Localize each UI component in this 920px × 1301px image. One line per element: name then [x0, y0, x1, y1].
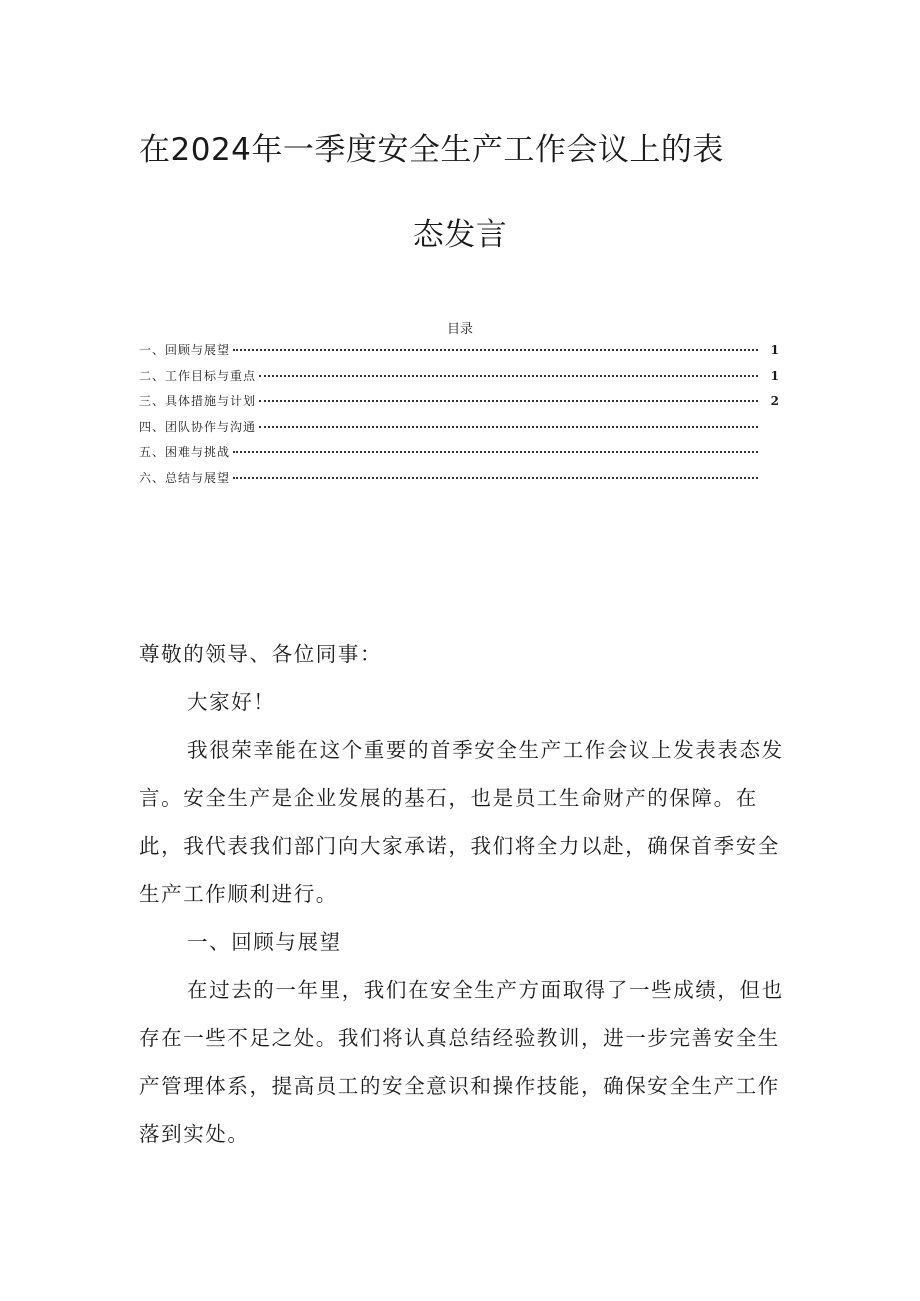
toc-entry[interactable]	[139, 418, 779, 444]
section-heading: 一、回顾与展望	[187, 930, 342, 954]
body-paragraph: 在过去的一年里，我们在安全生产方面取得了一些成绩，但也存在一些不足之处。我们将认真总结经验教训，进一步完善安全生产管理体系，提高员工的安全意识和操作技能，确保安全生产工作落到实处。	[139, 978, 784, 1146]
toc-leader-dots	[233, 451, 758, 453]
toc-entry-label: 五、困难与挑战	[139, 445, 231, 459]
table-of-contents	[139, 341, 779, 494]
toc-entry-label: 四、团队协作与沟通	[139, 419, 257, 434]
toc-entry-page: 1	[770, 343, 779, 357]
document-title-line-2: 态发言	[412, 217, 508, 253]
toc-leader-dots	[259, 426, 758, 428]
toc-entry-label: 六、总结与展望	[139, 470, 231, 485]
toc-entry[interactable]	[139, 469, 779, 495]
toc-entry[interactable]	[139, 367, 779, 393]
salutation: 尊敬的领导、各位同事：	[139, 642, 383, 666]
document-title-line-1: 在2024年一季度安全生产工作会议上的表	[139, 132, 724, 168]
toc-entry-label: 二、工作目标与重点	[139, 368, 257, 383]
toc-entry-label: 三、具体措施与计划	[139, 394, 257, 408]
toc-leader-dots	[233, 349, 758, 351]
body-paragraph: 我很荣幸能在这个重要的首季安全生产工作会议上发表表态发言。安全生产是企业发展的基石，也是员工生命财产的保障。在此，我代表我们部门向大家承诺，我们将全力以赴，确保首季安全生产工作顺利进行。	[139, 738, 784, 906]
toc-heading: 目录	[446, 322, 473, 337]
toc-entry[interactable]	[139, 392, 779, 418]
greeting: 大家好！	[187, 690, 276, 714]
toc-leader-dots	[259, 400, 758, 402]
toc-entry[interactable]	[139, 341, 779, 367]
toc-entry-page: 1	[770, 368, 779, 383]
toc-entry[interactable]	[139, 443, 779, 469]
toc-leader-dots	[233, 477, 758, 479]
toc-leader-dots	[259, 375, 758, 377]
toc-entry-page: 2	[770, 394, 779, 408]
toc-entry-label: 一、回顾与展望	[139, 343, 231, 357]
